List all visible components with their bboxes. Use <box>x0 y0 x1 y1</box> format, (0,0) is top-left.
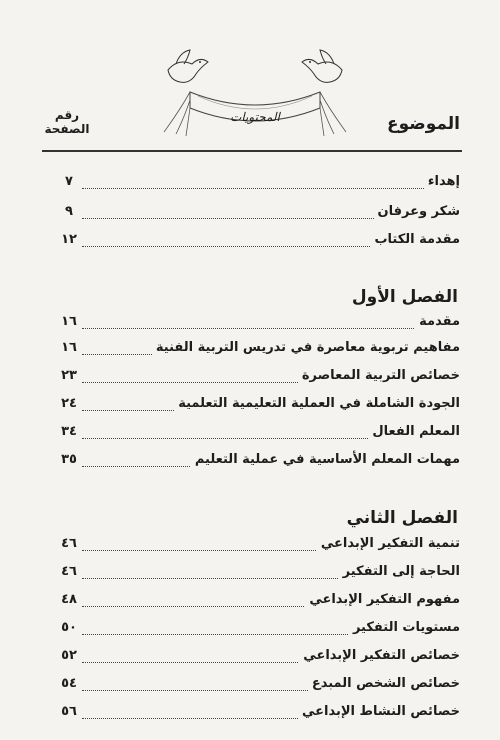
chapter-heading: الفصل الأول <box>351 287 458 307</box>
toc-entry: خصائص التربية المعاصرة ٢٣ <box>61 368 460 383</box>
toc-entry: مقدمة ١٦ <box>61 314 460 329</box>
toc-entry: إهداء ٧ <box>65 174 460 189</box>
toc-entry: خصائص الشخص المبدع ٥٤ <box>61 676 460 691</box>
ornament-title: المحتويات <box>230 110 280 124</box>
header-divider <box>42 150 462 152</box>
toc-entry: مستويات التفكير ٥٠ <box>61 620 460 635</box>
toc-entry: شكر وعرفان ٩ <box>65 204 460 219</box>
toc-entry: تنمية التفكير الإبداعي ٤٦ <box>61 536 460 551</box>
toc-entry: الحاجة إلى التفكير ٤٦ <box>61 564 460 579</box>
toc-entry: مفاهيم تربوية معاصرة في تدريس التربية الفنية ١٦ <box>61 340 460 355</box>
dove-ribbon-ornament <box>150 48 360 140</box>
toc-entry: الجودة الشاملة في العملية التعليمية التعلمية ٢٤ <box>61 396 460 411</box>
chapter-heading: الفصل الثاني <box>346 508 458 528</box>
toc-entry: المعلم الفعال ٣٤ <box>61 424 460 439</box>
toc-entry: مقدمة الكتاب ١٢ <box>61 232 460 247</box>
topic-column-header: الموضوع <box>387 114 460 134</box>
toc-entry: مفهوم التفكير الإبداعي ٤٨ <box>61 592 460 607</box>
toc-entry: مهمات المعلم الأساسية في عملية التعليم ٣٥ <box>61 452 460 467</box>
page-number-column-header: رقم الصفحة <box>44 108 90 136</box>
toc-entry: خصائص التفكير الإبداعي ٥٢ <box>61 648 460 663</box>
toc-entry: خصائص النشاط الإبداعي ٥٦ <box>61 704 460 719</box>
